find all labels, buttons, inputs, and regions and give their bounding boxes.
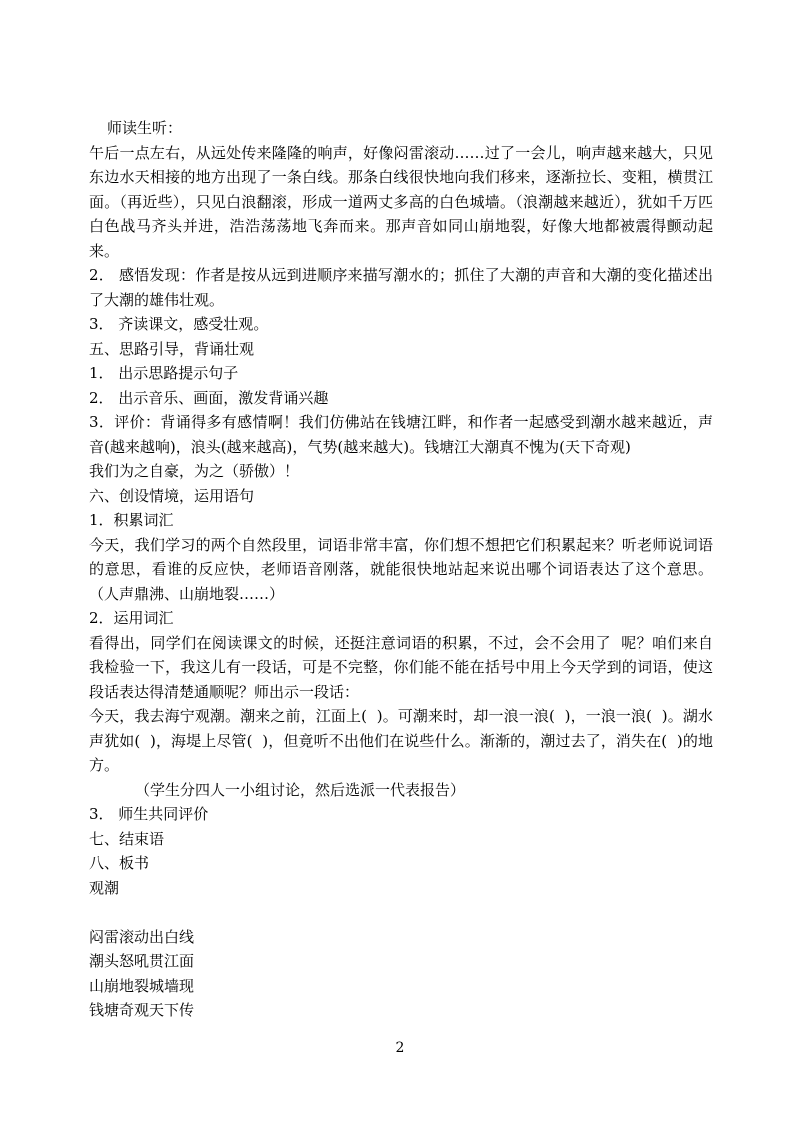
section-7-heading: 七、结束语 <box>89 829 165 848</box>
board-line-1: 闷雷滚动出白线 <box>89 927 195 946</box>
section-6-heading: 六、创设情境，运用语句 <box>89 486 255 505</box>
reading-passage: 午后一点左右，从远处传来隆隆的响声，好像闷雷滚动……过了一会儿，响声越来越大，只见东边水天相接的地方出现了一条白线。那条白线很快地向我们移来，逐渐拉长、变粗，横贯江面。（再近些），只见白浪翻滚，形成一道两丈多高的白色城墙。（浪潮越来越近），犹如千万匹白色战马齐头并进，浩浩荡荡地飞奔而来。那声音如同山崩地裂，好像大地都被震得颤动起来。 <box>89 143 713 260</box>
step-3-read-aloud: 3． 齐读课文，感受壮观。 <box>89 315 269 333</box>
page-number: 2 <box>395 1040 405 1056</box>
usage-paragraph: 看得出，同学们在阅读课文的时候，还挺注意词语的积累，不过，会不会用了 呢？咱们来自我检验一下，我这儿有一段话，可是不完整，你们能不能在括号中用上今天学到的词语，使这段话表达得清楚通顺呢？师出示一段话： <box>89 633 713 701</box>
teacher-reads-heading: 师读生听： <box>107 119 183 137</box>
step-2-insight: 2． 感悟发现：作者是按从远到进顺序来描写潮水的；抓住了大潮的声音和大潮的变化描述出了大潮的雄伟壮观。 <box>89 266 713 309</box>
section-6-item-2: 2．运用词汇 <box>89 609 174 627</box>
section-6-item-1: 1．积累词汇 <box>89 511 174 529</box>
blank-line <box>89 900 713 925</box>
proud-sentence: 我们为之自豪，为之（骄傲）！ <box>89 462 300 480</box>
board-line-3: 山崩地裂城墙现 <box>89 976 195 995</box>
section-5-item-1: 1． 出示思路提示句子 <box>89 364 239 382</box>
section-5-heading: 五、思路引导，背诵壮观 <box>89 339 255 358</box>
board-title: 观潮 <box>89 878 120 897</box>
group-discussion-note: （学生分四人一小组讨论，然后选派一代表报告） <box>135 780 466 799</box>
section-5-item-2: 2． 出示音乐、画面，激发背诵兴趣 <box>89 388 329 407</box>
board-line-4: 钱塘奇观天下传 <box>89 1001 195 1019</box>
board-line-2: 潮头怒吼贯江面 <box>89 952 195 970</box>
fill-in-passage: 今天，我去海宁观潮。潮来之前，江面上( )。可潮来时，却一浪一浪( )，一浪一浪( )。湖水声犹如( )，海堤上尽管( )，但竟听不出他们在说些什么。渐渐的，潮过去了，消失在( )的地方。 <box>89 707 713 774</box>
section-6-item-3: 3． 师生共同评价 <box>89 805 209 823</box>
vocabulary-paragraph: 今天，我们学习的两个自然段里，词语非常丰富，你们想不想把它们积累起来？听老师说词语的意思，看谁的反应快，老师语音刚落，就能很快地站起来说出哪个词语表达了这个意思。 （人声鼎沸、山崩地裂……） <box>89 535 723 603</box>
section-8-heading: 八、板书 <box>89 854 150 872</box>
document-body <box>89 116 723 1023</box>
section-5-item-3: 3．评价：背诵得多有感情啊！我们仿佛站在钱塘江畔，和作者一起感受到潮水越来越近，声音(越来越响)，浪头(越来越高)，气势(越来越大)。钱塘江大潮真不愧为(天下奇观) <box>89 413 713 456</box>
